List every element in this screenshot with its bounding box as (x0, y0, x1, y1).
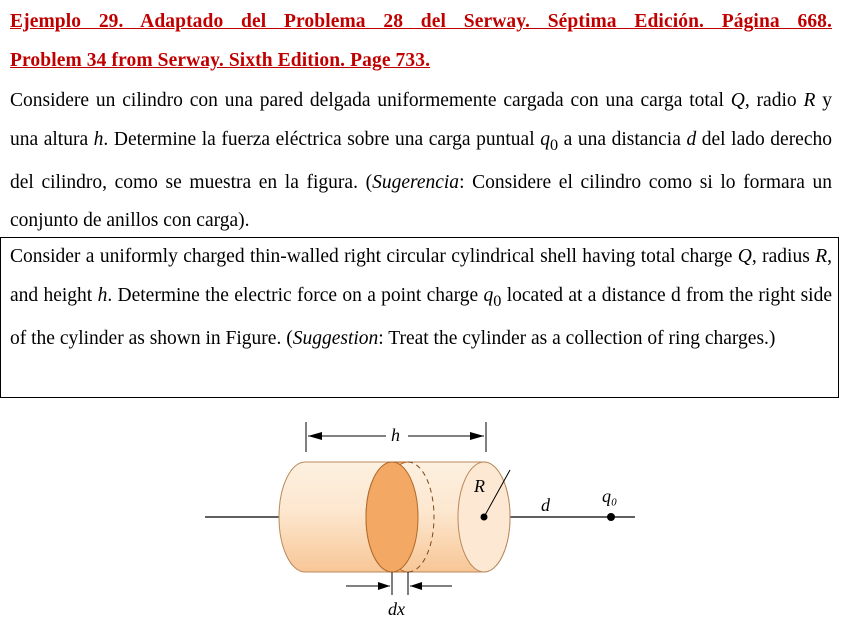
en-var-r: R (815, 246, 828, 267)
es-var-q-total: Q (730, 90, 745, 111)
english-paragraph (10, 238, 832, 358)
label-q0: q₀ (602, 486, 618, 506)
cylinder-figure (0, 400, 842, 623)
en-var-h: h (97, 284, 108, 306)
es-text-5: a una distancia (558, 128, 687, 150)
es-var-q0: q (540, 128, 550, 150)
en-text-5: located at a distance d from the right side of the cylinder as shown in Figure. ( (10, 284, 832, 349)
h-arrowhead-left (308, 432, 322, 440)
title-line-2: Problem 34 from Serway. Sixth Edition. Page 733. (10, 50, 431, 71)
es-text-6: del lado derecho del cilindro, como se muestra en la figura. ( (10, 128, 832, 193)
label-r: R (474, 476, 485, 496)
es-text-4: . Determine la fuerza eléctrica sobre una carga puntual (103, 128, 541, 150)
en-suggestion: Suggestion (292, 327, 379, 349)
es-text-3: y una altura (10, 90, 832, 150)
label-h: h (391, 425, 400, 445)
label-d: d (541, 495, 550, 515)
label-dx: dx (388, 599, 405, 619)
en-sub-0: 0 (493, 291, 502, 310)
es-suggestion: Sugerencia (372, 171, 460, 193)
h-arrowhead-right (470, 432, 484, 440)
title-line-1: Ejemplo 29. Adaptado del Problema 28 del Serway. Séptima Edición. Página 668. (10, 11, 832, 32)
dx-arrowhead-left (378, 582, 390, 590)
en-text-6: : Treat the cylinder as a collection of ring charges.) (378, 327, 776, 349)
en-var-q0: q (483, 284, 494, 306)
es-var-r: R (803, 90, 816, 111)
ring-face (366, 462, 418, 572)
center-point (481, 514, 488, 521)
es-var-d: d (686, 128, 697, 150)
es-sub-0: 0 (549, 135, 559, 154)
es-text-7: : Considere el cilindro como si lo formara un conjunto de anillos con carga). (10, 171, 832, 232)
en-text-3: , and height (10, 246, 832, 306)
spanish-paragraph (10, 82, 832, 241)
es-var-h: h (93, 128, 104, 150)
es-text-2: , radio (744, 90, 804, 111)
es-text-1: Considere un cilindro con una pared delgada uniformemente cargada con una carga total (10, 90, 731, 111)
en-text-2: , radius (751, 246, 816, 267)
en-text-4: . Determine the electric force on a point charge (107, 284, 484, 306)
dx-arrowhead-right (410, 582, 422, 590)
en-var-q-total: Q (737, 246, 752, 267)
point-charge (607, 513, 615, 521)
en-text-1: Consider a uniformly charged thin-walled right circular cylindrical shell having total charge (10, 246, 738, 267)
